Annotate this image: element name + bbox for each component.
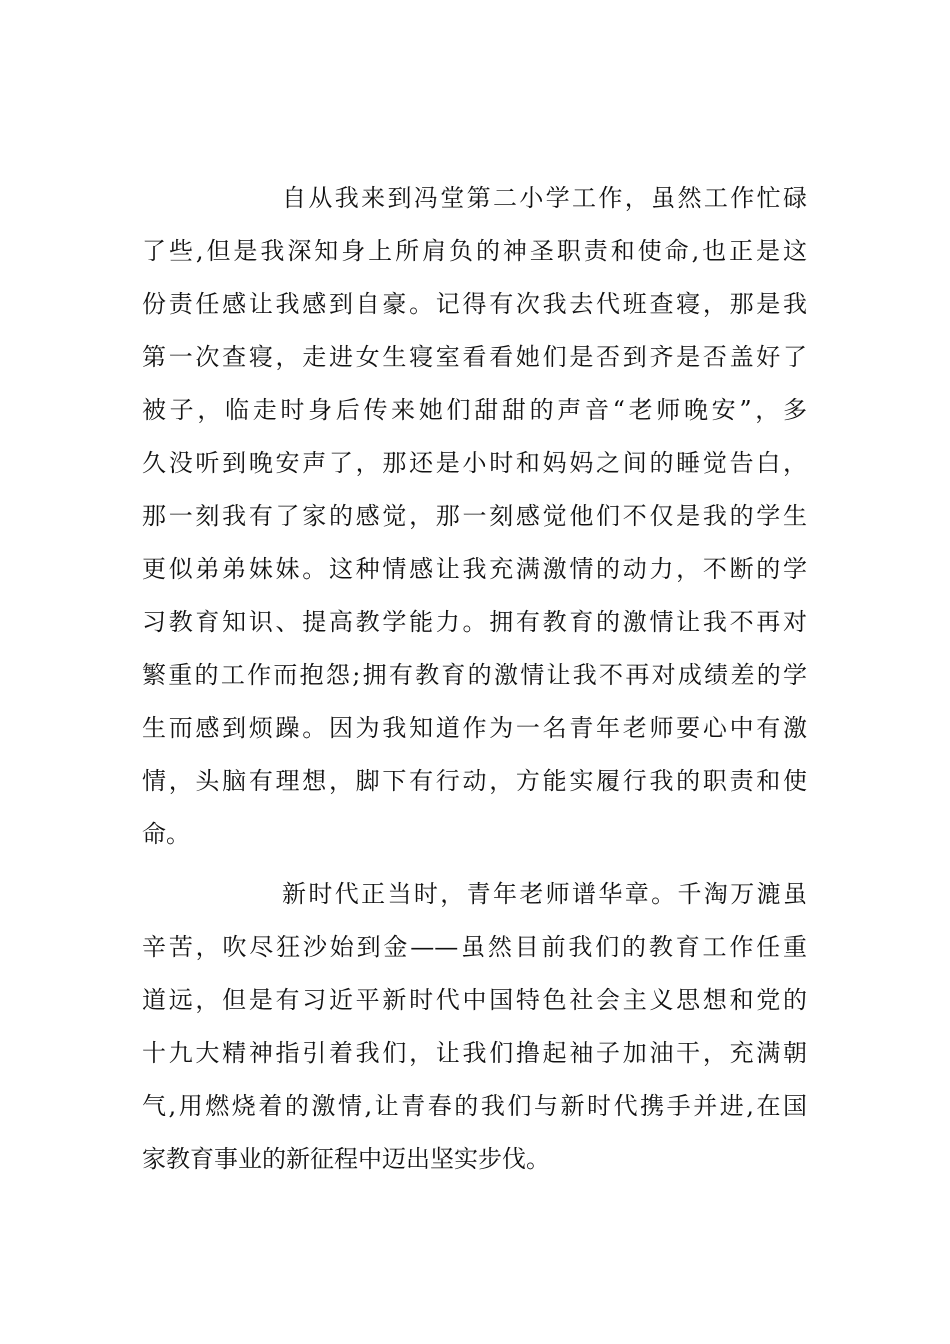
- paragraph-line: 份责任感让我感到自豪。记得有次我去代班查寝，那是我: [142, 290, 807, 318]
- paragraph-line: 久没听到晚安声了，那还是小时和妈妈之间的睡觉告白，: [142, 449, 807, 477]
- paragraph-line: 自从我来到冯堂第二小学工作，虽然工作忙碌: [282, 184, 807, 212]
- paragraph-line: 十九大精神指引着我们，让我们撸起袖子加油干，充满朝: [142, 1039, 807, 1067]
- paragraph-line: 气,用燃烧着的激情,让青春的我们与新时代携手并进,在国: [142, 1092, 807, 1120]
- paragraph-line: 第一次查寝，走进女生寝室看看她们是否到齐是否盖好了: [142, 343, 807, 371]
- paragraph-line: 被子，临走时身后传来她们甜甜的声音“老师晚安”，多: [142, 396, 807, 424]
- paragraph-line: 了些,但是我深知身上所肩负的神圣职责和使命,也正是这: [142, 237, 807, 265]
- paragraph-line: 那一刻我有了家的感觉，那一刻感觉他们不仅是我的学生: [142, 502, 807, 530]
- paragraph-line: 家教育事业的新征程中迈出坚实步伐。: [142, 1145, 550, 1173]
- paragraph-line: 情，头脑有理想，脚下有行动，方能实履行我的职责和使: [142, 767, 807, 795]
- paragraph-line: 更似弟弟妹妹。这种情感让我充满激情的动力，不断的学: [142, 555, 807, 583]
- paragraph-line: 辛苦，吹尽狂沙始到金——虽然目前我们的教育工作任重: [142, 933, 807, 961]
- paragraph-line: 道远，但是有习近平新时代中国特色社会主义思想和党的: [142, 986, 807, 1014]
- paragraph-line: 命。: [142, 820, 190, 848]
- paragraph-line: 繁重的工作而抱怨;拥有教育的激情让我不再对成绩差的学: [142, 661, 807, 689]
- paragraph-line: 新时代正当时，青年老师谱华章。千淘万漉虽: [282, 880, 807, 908]
- paragraph-line: 习教育知识、提高教学能力。拥有教育的激情让我不再对: [142, 608, 807, 636]
- paragraph-line: 生而感到烦躁。因为我知道作为一名青年老师要心中有激: [142, 714, 807, 742]
